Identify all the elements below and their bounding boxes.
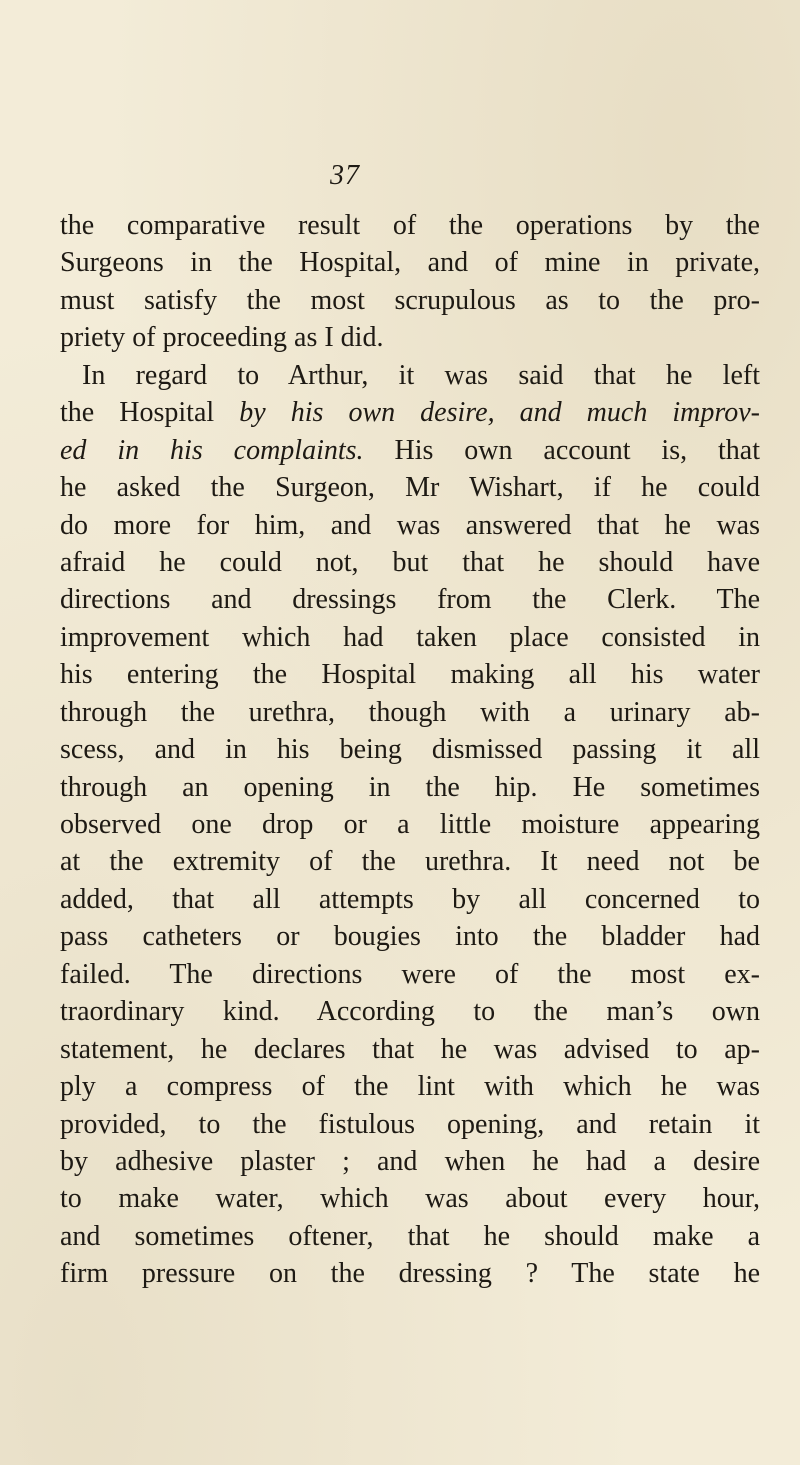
text-line: through the urethra, though with a urinary ab-	[60, 696, 760, 728]
text-line: through an opening in the hip. He sometimes	[60, 771, 760, 803]
text-line: traordinary kind. According to the man’s own	[60, 996, 760, 1028]
text-line: to make water, which was about every hour,	[60, 1183, 760, 1215]
page-number: 37	[330, 160, 360, 191]
text-line: the comparative result of the operations by the	[60, 210, 760, 241]
text-line: ply a compress of the lint with which he was	[60, 1071, 760, 1103]
text-line: firm pressure on the dressing ? The state he	[60, 1258, 760, 1290]
text-line: improvement which had taken place consisted in	[60, 621, 760, 653]
text-line: he asked the Surgeon, Mr Wishart, if he could	[60, 472, 760, 504]
text-line: provided, to the fistulous opening, and retain it	[60, 1108, 760, 1140]
text-line: and sometimes oftener, that he should make a	[60, 1220, 760, 1252]
italic-segment: ed in his complaints.	[60, 434, 364, 466]
text-segment: the Hospital	[60, 397, 240, 429]
text-line: pass catheters or bougies into the bladder had	[60, 921, 760, 953]
text-line: afraid he could not, but that he should have	[60, 546, 760, 578]
text-line: do more for him, and was answered that he was	[60, 509, 760, 541]
text-line: by adhesive plaster ; and when he had a desire	[60, 1145, 760, 1177]
text-line: statement, he declares that he was advised to ap-	[60, 1033, 760, 1065]
text-line: observed one drop or a little moisture appearing	[60, 809, 760, 840]
text-line: In regard to Arthur, it was said that he left	[82, 359, 760, 391]
text-line: priety of proceeding as I did.	[60, 322, 384, 354]
text-line: scess, and in his being dismissed passing it all	[60, 734, 760, 766]
text-line: failed. The directions were of the most ex-	[60, 958, 760, 990]
italic-segment: by his own desire, and much improv-	[239, 397, 760, 429]
text-line: must satisfy the most scrupulous as to the pro-	[60, 284, 760, 316]
text-line	[60, 432, 760, 469]
text-line: at the extremity of the urethra. It need not be	[60, 846, 760, 878]
text-segment: His own account is, that	[363, 434, 761, 466]
text-line: his entering the Hospital making all his water	[60, 659, 760, 691]
text-line: Surgeons in the Hospital, and of mine in private,	[60, 247, 760, 279]
text-line	[60, 394, 760, 431]
text-line: added, that all attempts by all concerned to	[60, 883, 760, 915]
text-line: directions and dressings from the Clerk. The	[60, 584, 760, 616]
body-text	[60, 207, 760, 1293]
